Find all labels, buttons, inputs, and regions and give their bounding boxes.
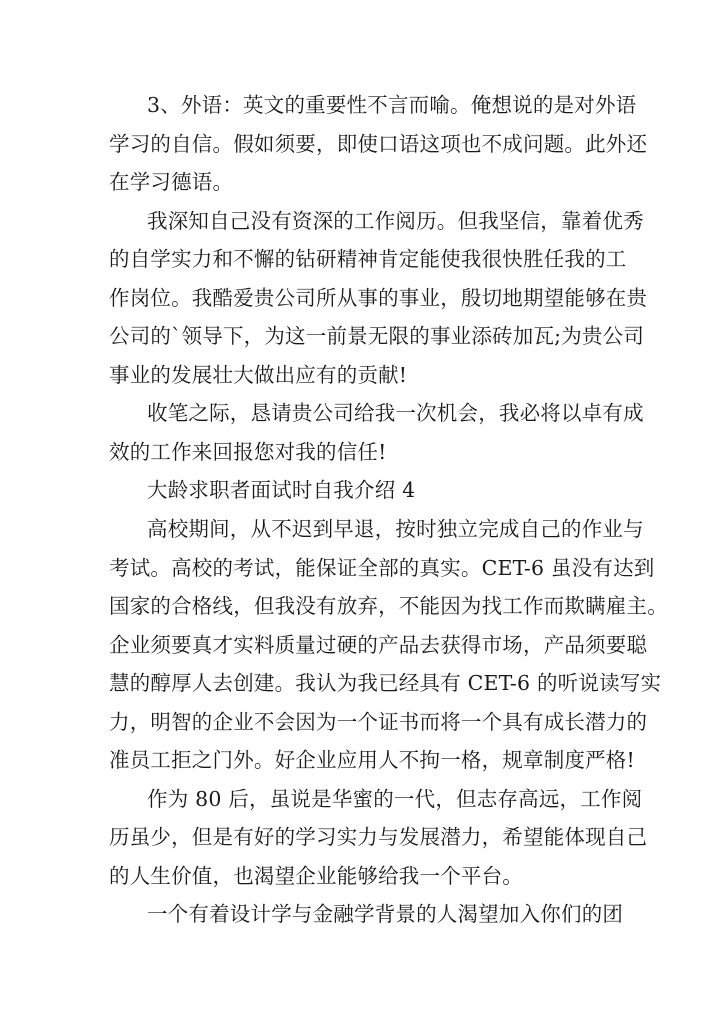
text-line: 的自学实力和不懈的钻研精神肯定能使我很快胜任我的工 — [109, 247, 627, 272]
document-body — [109, 86, 668, 934]
text-line: 准员工拒之门外。好企业应用人不拘一格，规章制度严格! — [109, 748, 635, 773]
text-line: 慧的醇厚人去创建。我认为我已经具有 CET-6 的听说读写实 — [109, 671, 662, 696]
text-line: 国家的合格线，但我没有放弃，不能因为找工作而欺瞒雇主。 — [109, 594, 668, 619]
text-line: 的人生价值，也渴望企业能够给我一个平台。 — [109, 863, 523, 888]
text-line: 3、外语：英文的重要性不言而喻。俺想说的是对外语 — [147, 93, 637, 117]
text-line: 我深知自己没有资深的工作阅历。但我坚信，靠着优秀 — [147, 208, 644, 233]
text-line: 作为 80 后，虽说是华蜜的一代，但志存高远，工作阅 — [147, 786, 643, 811]
text-line: 企业须要真才实料质量过硬的产品去获得市场，产品须要聪 — [109, 632, 648, 657]
section-heading: 大龄求职者面试时自我介绍 4 — [147, 478, 416, 503]
text-line: 历虽少，但是有好的学习实力与发展潜力，希望能体现自己 — [109, 825, 648, 850]
text-line: 效的工作来回报您对我的信任! — [109, 439, 387, 464]
text-line: 作岗位。我酷爱贵公司所从事的事业，殷切地期望能够在贵 — [109, 285, 648, 310]
text-line: 学习的自信。假如须要，即使口语这项也不成问题。此外还 — [109, 131, 648, 156]
text-line: 高校期间，从不迟到早退，按时独立完成自己的作业与 — [147, 517, 644, 542]
text-line: 事业的发展壮大做出应有的贡献! — [109, 362, 408, 387]
text-line: 在学习德语。 — [109, 170, 234, 195]
text-line: 收笔之际，恳请贵公司给我一次机会，我必将以卓有成 — [147, 401, 644, 426]
text-line: 考试。高校的考试，能保证全部的真实。CET-6 虽没有达到 — [109, 555, 655, 580]
text-line: 力，明智的企业不会因为一个证书而将一个具有成长潜力的 — [109, 709, 648, 734]
text-line: 公司的`领导下，为这一前景无限的事业添砖加瓦;为贵公司 — [109, 324, 645, 349]
text-line: 一个有着设计学与金融学背景的人渴望加入你们的团 — [147, 902, 624, 927]
